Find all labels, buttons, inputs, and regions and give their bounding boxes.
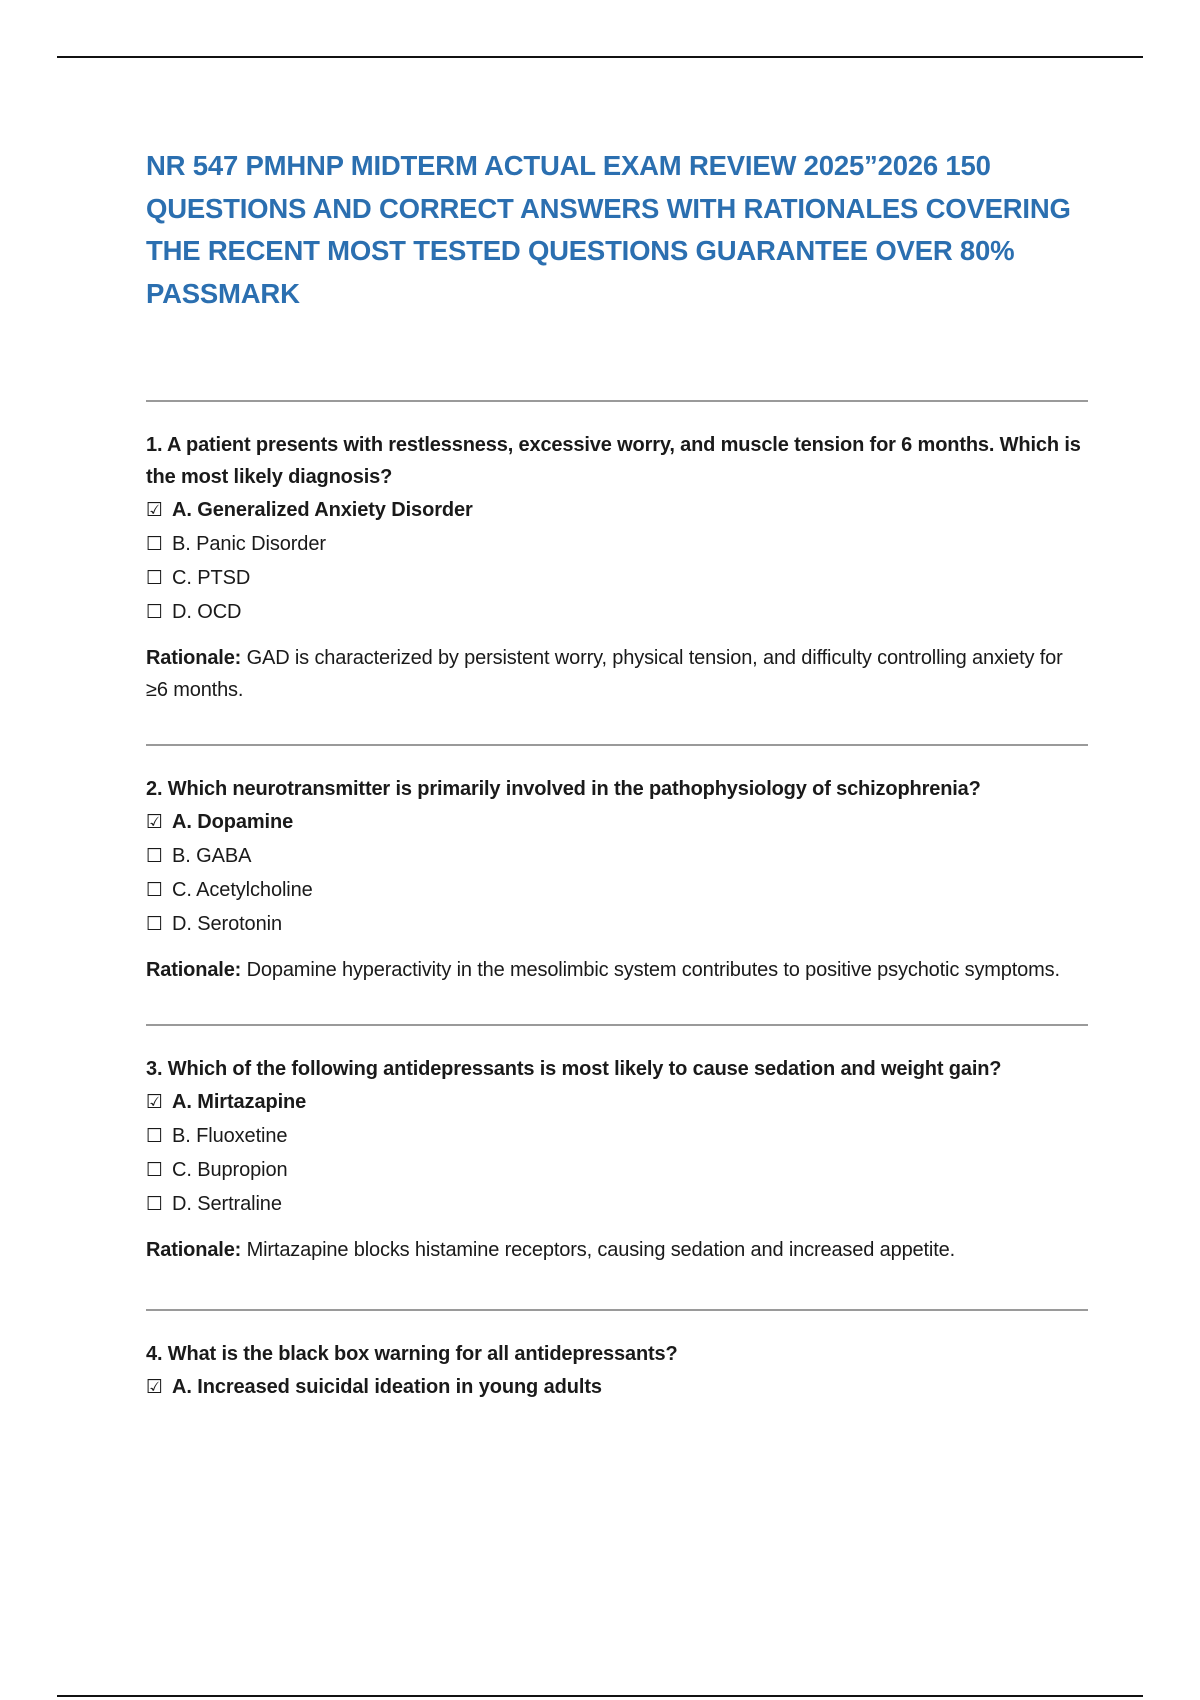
question-4 xyxy=(146,1311,1088,1404)
option-label: A. Dopamine xyxy=(172,811,294,833)
answer-options xyxy=(146,1370,1088,1404)
option-label: B. Fluoxetine xyxy=(172,1125,288,1147)
unchecked-box-icon: ☐ xyxy=(146,1193,163,1215)
rationale xyxy=(146,1234,1088,1266)
option-label: C. Acetylcholine xyxy=(172,879,313,901)
option-label: C. Bupropion xyxy=(172,1159,288,1181)
option-label: C. PTSD xyxy=(172,567,251,589)
question-3 xyxy=(146,1026,1088,1266)
option-c xyxy=(146,1153,1088,1187)
document-body xyxy=(146,145,1088,1404)
rationale xyxy=(146,954,1088,986)
unchecked-box-icon: ☐ xyxy=(146,845,163,867)
unchecked-box-icon: ☐ xyxy=(146,879,163,901)
option-a-correct xyxy=(146,805,1088,839)
rationale-text: GAD is characterized by persistent worry, physical tension, and difficulty controlling anxiety for ≥6 months. xyxy=(146,647,1063,701)
option-b xyxy=(146,527,1088,561)
option-a-correct xyxy=(146,1370,1088,1404)
rationale-label: Rationale: xyxy=(146,959,242,981)
question-text: 3. Which of the following antidepressants is most likely to cause sedation and weight gain? xyxy=(146,1058,1002,1080)
unchecked-box-icon: ☐ xyxy=(146,1159,163,1181)
option-label: A. Mirtazapine xyxy=(172,1091,307,1113)
unchecked-box-icon: ☐ xyxy=(146,913,163,935)
question-1 xyxy=(146,402,1088,706)
rationale-label: Rationale: xyxy=(146,647,242,669)
question-text: 4. What is the black box warning for all antidepressants? xyxy=(146,1343,678,1365)
option-label: D. Sertraline xyxy=(172,1193,282,1215)
rationale xyxy=(146,642,1088,706)
option-a-correct xyxy=(146,1085,1088,1119)
answer-options xyxy=(146,493,1088,629)
answer-options xyxy=(146,1085,1088,1221)
unchecked-box-icon: ☐ xyxy=(146,533,163,555)
option-label: A. Generalized Anxiety Disorder xyxy=(172,499,473,521)
unchecked-box-icon: ☐ xyxy=(146,601,163,623)
option-label: A. Increased suicidal ideation in young adults xyxy=(172,1376,602,1398)
answer-options xyxy=(146,805,1088,941)
question-text: 2. Which neurotransmitter is primarily involved in the pathophysiology of schizophrenia? xyxy=(146,778,981,800)
unchecked-box-icon: ☐ xyxy=(146,1125,163,1147)
option-c xyxy=(146,561,1088,595)
question-2 xyxy=(146,746,1088,986)
document-title: NR 547 PMHNP MIDTERM ACTUAL EXAM REVIEW 2025”2026 150 QUESTIONS AND CORRECT ANSWERS WITH RATIONALES COVERING THE RECENT MOST TESTED QUESTIONS GUARANTEE OVER 80% PASSMARK xyxy=(146,150,1071,309)
option-d xyxy=(146,1187,1088,1221)
header-rule xyxy=(57,56,1143,58)
option-label: B. GABA xyxy=(172,845,252,867)
rationale-text: Dopamine hyperactivity in the mesolimbic system contributes to positive psychotic symptoms. xyxy=(241,959,1060,981)
footer-rule xyxy=(57,1695,1143,1697)
option-d xyxy=(146,595,1088,629)
option-b xyxy=(146,1119,1088,1153)
checked-box-icon: ☑ xyxy=(146,811,163,833)
option-label: D. Serotonin xyxy=(172,913,282,935)
option-c xyxy=(146,873,1088,907)
unchecked-box-icon: ☐ xyxy=(146,567,163,589)
rationale-label: Rationale: xyxy=(146,1239,242,1261)
checked-box-icon: ☑ xyxy=(146,499,163,521)
option-d xyxy=(146,907,1088,941)
checked-box-icon: ☑ xyxy=(146,1376,163,1398)
checked-box-icon: ☑ xyxy=(146,1091,163,1113)
option-label: B. Panic Disorder xyxy=(172,533,326,555)
option-label: D. OCD xyxy=(172,601,242,623)
rationale-text: Mirtazapine blocks histamine receptors, causing sedation and increased appetite. xyxy=(241,1239,956,1261)
option-b xyxy=(146,839,1088,873)
option-a-correct xyxy=(146,493,1088,527)
question-text: 1. A patient presents with restlessness, excessive worry, and muscle tension for 6 months. Which is the most likely diagnosis? xyxy=(146,434,1081,488)
